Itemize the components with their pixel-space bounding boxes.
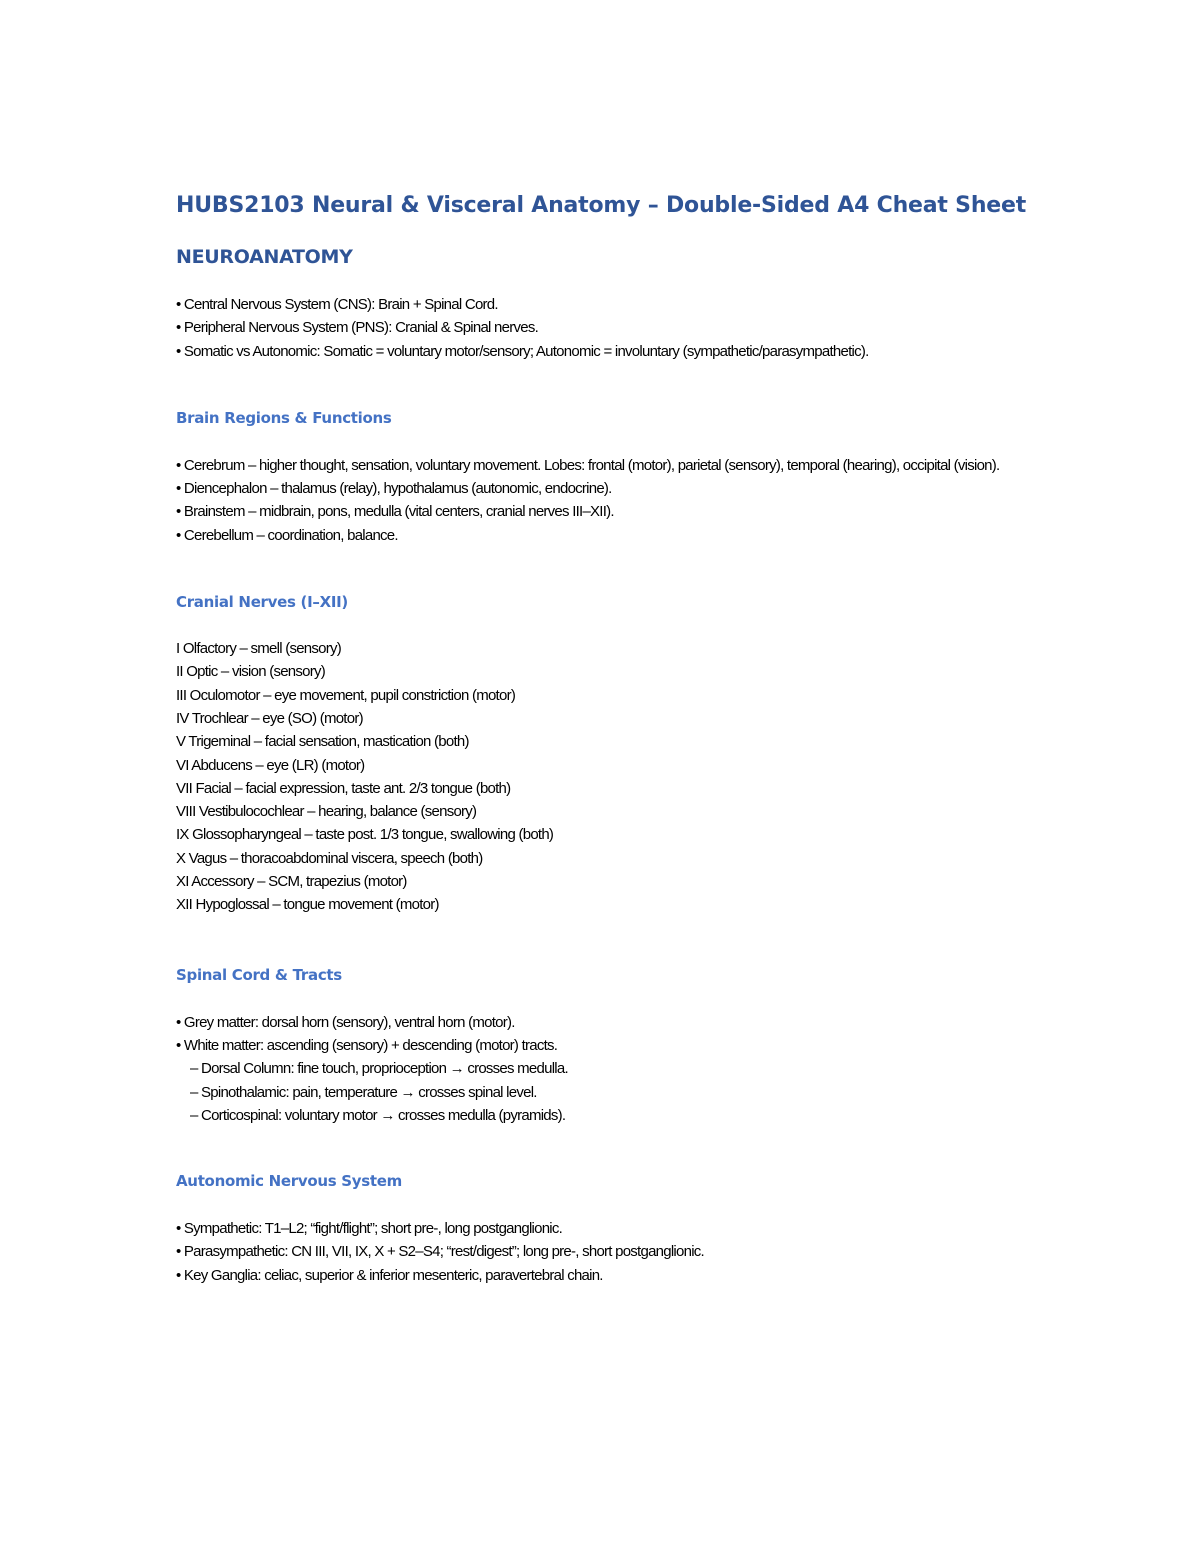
list-item: • Cerebellum – coordination, balance.: [176, 526, 398, 544]
list-item: • Cerebrum – higher thought, sensation, voluntary movement. Lobes: frontal (motor), parietal (sensory), temporal (hearing), occipital (vision).: [176, 456, 1000, 474]
list-item: • Central Nervous System (CNS): Brain + Spinal Cord.: [176, 296, 498, 313]
list-item: V Trigeminal – facial sensation, mastication (both): [176, 733, 469, 751]
list-item: • Brainstem – midbrain, pons, medulla (vital centers, cranial nerves III–XII).: [176, 503, 614, 521]
subheading-spinal-cord: Spinal Cord & Tracts: [176, 965, 342, 984]
tract-item: – Dorsal Column: fine touch, proprioception → crosses medulla.: [190, 1060, 568, 1078]
list-item: II Optic – vision (sensory): [176, 663, 325, 681]
document-page: [176, 188, 1036, 1287]
subheading-cranial-nerves: Cranial Nerves (I–XII): [176, 593, 348, 612]
neuro-intro-list: [176, 293, 1036, 363]
list-item: III Oculomotor – eye movement, pupil constriction (motor): [176, 686, 516, 704]
spinal-cord-list: [176, 1011, 1036, 1127]
list-item: • Parasympathetic: CN III, VII, IX, X + S2–S4; “rest/digest”; long pre-, short postganglionic.: [176, 1243, 704, 1261]
list-item: • Somatic vs Autonomic: Somatic = voluntary motor/sensory; Autonomic = involuntary (sympathetic/parasympathetic).: [176, 342, 869, 360]
list-item: I Olfactory – smell (sensory): [176, 640, 341, 658]
tract-item: – Spinothalamic: pain, temperature → crosses spinal level.: [190, 1083, 537, 1101]
list-item: IV Trochlear – eye (SO) (motor): [176, 709, 363, 727]
brain-regions-list: [176, 454, 1036, 547]
list-item: VI Abducens – eye (LR) (motor): [176, 756, 365, 774]
list-item: XII Hypoglossal – tongue movement (motor): [176, 896, 439, 914]
list-item: • Sympathetic: T1–L2; “fight/flight”; short pre-, long postganglionic.: [176, 1220, 563, 1238]
list-item: X Vagus – thoracoabdominal viscera, speech (both): [176, 849, 483, 867]
list-item: VII Facial – facial expression, taste ant. 2/3 tongue (both): [176, 779, 511, 797]
list-item: • Peripheral Nervous System (PNS): Cranial & Spinal nerves.: [176, 319, 538, 337]
list-item: IX Glossopharyngeal – taste post. 1/3 tongue, swallowing (both): [176, 826, 554, 844]
autonomic-list: [176, 1217, 1036, 1287]
document-title: HUBS2103 Neural & Visceral Anatomy – Double-Sided A4 Cheat Sheet: [176, 193, 1027, 218]
subheading-brain-regions: Brain Regions & Functions: [176, 408, 392, 427]
list-item: • White matter: ascending (sensory) + descending (motor) tracts.: [176, 1036, 558, 1054]
section-heading-neuroanatomy: NEUROANATOMY: [176, 246, 353, 268]
list-item: • Key Ganglia: celiac, superior & inferior mesenteric, paravertebral chain.: [176, 1266, 603, 1284]
cranial-nerves-list: [176, 637, 1036, 917]
list-item: • Diencephalon – thalamus (relay), hypothalamus (autonomic, endocrine).: [176, 480, 612, 498]
tract-item: – Corticospinal: voluntary motor → crosses medulla (pyramids).: [190, 1106, 566, 1124]
list-item: • Grey matter: dorsal horn (sensory), ventral horn (motor).: [176, 1013, 515, 1031]
subheading-autonomic: Autonomic Nervous System: [176, 1172, 402, 1191]
list-item: XI Accessory – SCM, trapezius (motor): [176, 873, 407, 891]
list-item: VIII Vestibulocochlear – hearing, balance (sensory): [176, 803, 477, 821]
